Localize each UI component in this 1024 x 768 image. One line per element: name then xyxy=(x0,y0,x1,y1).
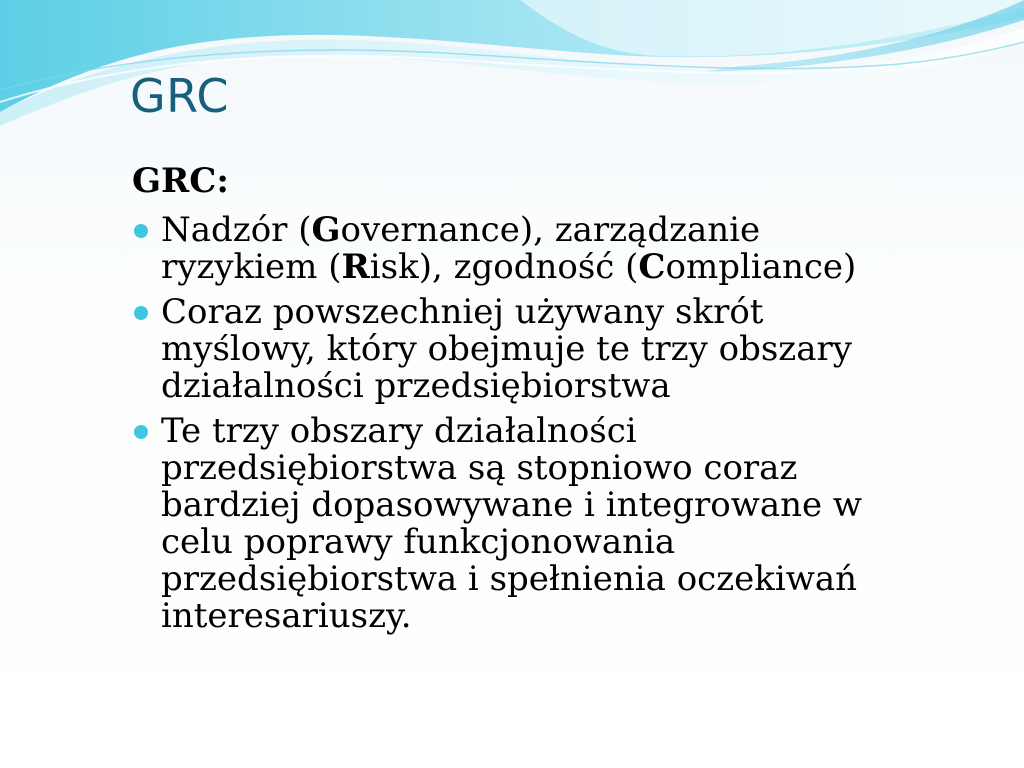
content-heading: GRC: xyxy=(132,161,229,201)
bullet-line: myślowy, który obejmuje te trzy obszary xyxy=(161,329,852,369)
bullet-line: przedsiębiorstwa są stopniowo coraz xyxy=(161,448,798,488)
bullet-list xyxy=(130,212,930,635)
bold-letter: G xyxy=(311,210,341,250)
bullet-item xyxy=(130,413,941,635)
bullet-text-segment: overnance), zarządzanie xyxy=(340,210,761,250)
bullet-line: celu poprawy funkcjonowania xyxy=(161,522,676,562)
bullet-text xyxy=(161,210,856,287)
bullet-item xyxy=(130,294,941,405)
bullet-text-segment: ompliance) xyxy=(665,247,857,287)
slide-content xyxy=(130,160,930,643)
bullet-line: Coraz powszechniej używany skrót xyxy=(161,292,764,332)
bullet-text xyxy=(161,411,862,636)
bullet-line: interesariuszy. xyxy=(161,596,412,636)
bold-letter: R xyxy=(341,247,370,287)
bullet-line: bardziej dopasowywane i integrowane w xyxy=(161,485,863,525)
bullet-icon xyxy=(134,306,148,320)
bullet-line: Te trzy obszary działalności xyxy=(161,411,637,451)
slide-title: GRC xyxy=(130,69,229,123)
bullet-text-segment: ryzykiem ( xyxy=(161,247,342,287)
bullet-icon xyxy=(134,425,148,439)
bullet-text-segment: isk), zgodność ( xyxy=(369,247,639,287)
bold-letter: C xyxy=(638,247,666,287)
bullet-text xyxy=(161,292,852,406)
bullet-icon xyxy=(134,224,148,238)
bullet-item xyxy=(130,212,941,286)
bullet-line: przedsiębiorstwa i spełnienia oczekiwań xyxy=(161,559,857,599)
bullet-line: działalności przedsiębiorstwa xyxy=(161,366,671,406)
bullet-text-segment: Nadzór ( xyxy=(161,210,312,250)
